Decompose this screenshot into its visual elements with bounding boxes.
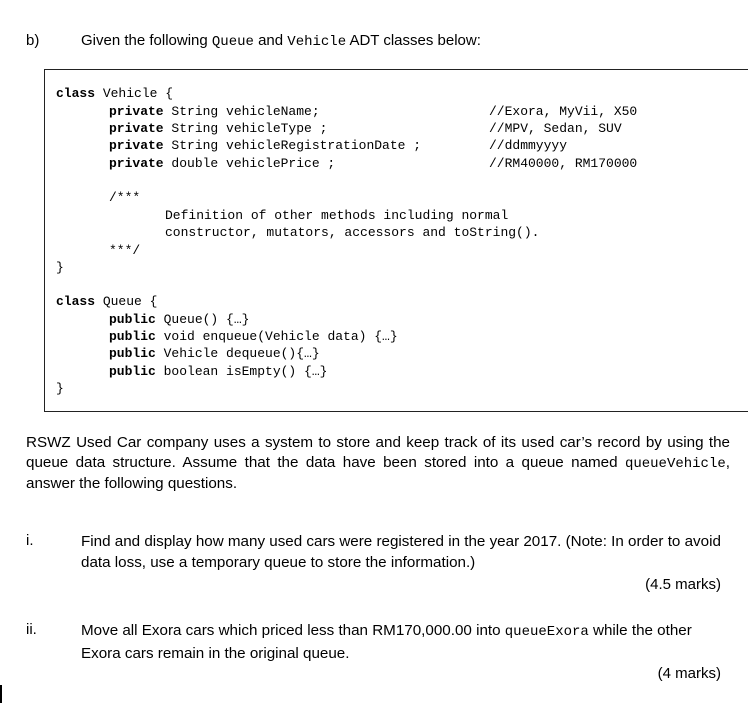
comment-close: ***/ xyxy=(109,243,141,258)
field-comment: //Exora, MyVii, X50 xyxy=(489,104,638,119)
marks-label: (4 marks) xyxy=(657,665,721,682)
method-signature: void enqueue(Vehicle data) {…} xyxy=(155,329,398,344)
comment-line: constructor, mutators, accessors and toString(). xyxy=(165,225,540,240)
field-row xyxy=(109,103,320,121)
field-modifier: private xyxy=(109,121,164,136)
vehicle-class-name: Vehicle { xyxy=(95,86,174,101)
comment-line: Definition of other methods including normal xyxy=(165,208,509,223)
method-modifier: public xyxy=(109,346,156,361)
field-modifier: private xyxy=(109,138,164,153)
margin-mark xyxy=(0,685,2,703)
field-comment: //ddmmyyyy xyxy=(489,138,568,153)
question-intro xyxy=(81,32,481,50)
vehicle-class-declaration xyxy=(56,85,173,103)
field-modifier: private xyxy=(109,104,164,119)
item-text xyxy=(81,620,726,664)
question-label: b) xyxy=(26,32,40,49)
comment-open: /*** xyxy=(109,190,141,205)
method-modifier: public xyxy=(109,329,156,344)
field-declaration: String vehicleName; xyxy=(163,104,320,119)
field-row xyxy=(109,155,335,173)
method-modifier: public xyxy=(109,364,156,379)
method-row xyxy=(109,311,249,329)
method-row xyxy=(109,345,320,363)
item-marker: ii. xyxy=(26,621,37,638)
method-modifier: public xyxy=(109,312,156,327)
intro-text-3: ADT classes below: xyxy=(346,32,481,49)
field-comment: //MPV, Sedan, SUV xyxy=(489,121,622,136)
method-row xyxy=(109,363,327,381)
field-declaration: String vehicleType ; xyxy=(163,121,328,136)
item-text: Find and display how many used cars were registered in the year 2017. (Note: In order to avoid data loss, use a temporary queue to store the information.) xyxy=(81,533,721,571)
field-comment: //RM40000, RM170000 xyxy=(489,156,638,171)
field-modifier: private xyxy=(109,156,164,171)
queue-exora-code: queueExora xyxy=(504,624,589,640)
intro-vehicle-code: Vehicle xyxy=(287,34,347,50)
method-signature: Vehicle dequeue(){…} xyxy=(155,346,320,361)
statement-text-end: , answer the following questions. xyxy=(26,454,730,492)
field-declaration: String vehicleRegistrationDate ; xyxy=(163,138,422,153)
intro-queue-code: Queue xyxy=(211,34,254,50)
field-declaration: double vehiclePrice ; xyxy=(163,156,336,171)
item-text-end: while the other Exora cars remain in the original queue. xyxy=(81,622,692,662)
closing-brace: } xyxy=(56,381,64,396)
code-box xyxy=(44,69,748,412)
statement-text: RSWZ Used Car company uses a system to store and keep track of its used car’s record by using the queue data structure. Assume that the data have been stored into a queue named xyxy=(26,434,730,471)
queue-vehicle-code: queueVehicle xyxy=(624,456,726,472)
field-row xyxy=(109,120,327,138)
queue-class-name: Queue { xyxy=(95,294,158,309)
class-keyword: class xyxy=(56,294,96,309)
item-text-start: Move all Exora cars which priced less than RM170,000.00 into xyxy=(81,622,505,639)
class-keyword: class xyxy=(56,86,96,101)
method-signature: Queue() {…} xyxy=(155,312,250,327)
method-row xyxy=(109,328,398,346)
queue-class-declaration xyxy=(56,293,157,311)
problem-statement xyxy=(26,433,730,494)
intro-text-2: and xyxy=(253,32,288,49)
marks-label: (4.5 marks) xyxy=(645,576,721,593)
item-marker: i. xyxy=(26,532,34,549)
closing-brace: } xyxy=(56,260,64,275)
intro-text-1: Given the following xyxy=(81,32,212,49)
field-row xyxy=(109,137,421,155)
method-signature: boolean isEmpty() {…} xyxy=(155,364,328,379)
